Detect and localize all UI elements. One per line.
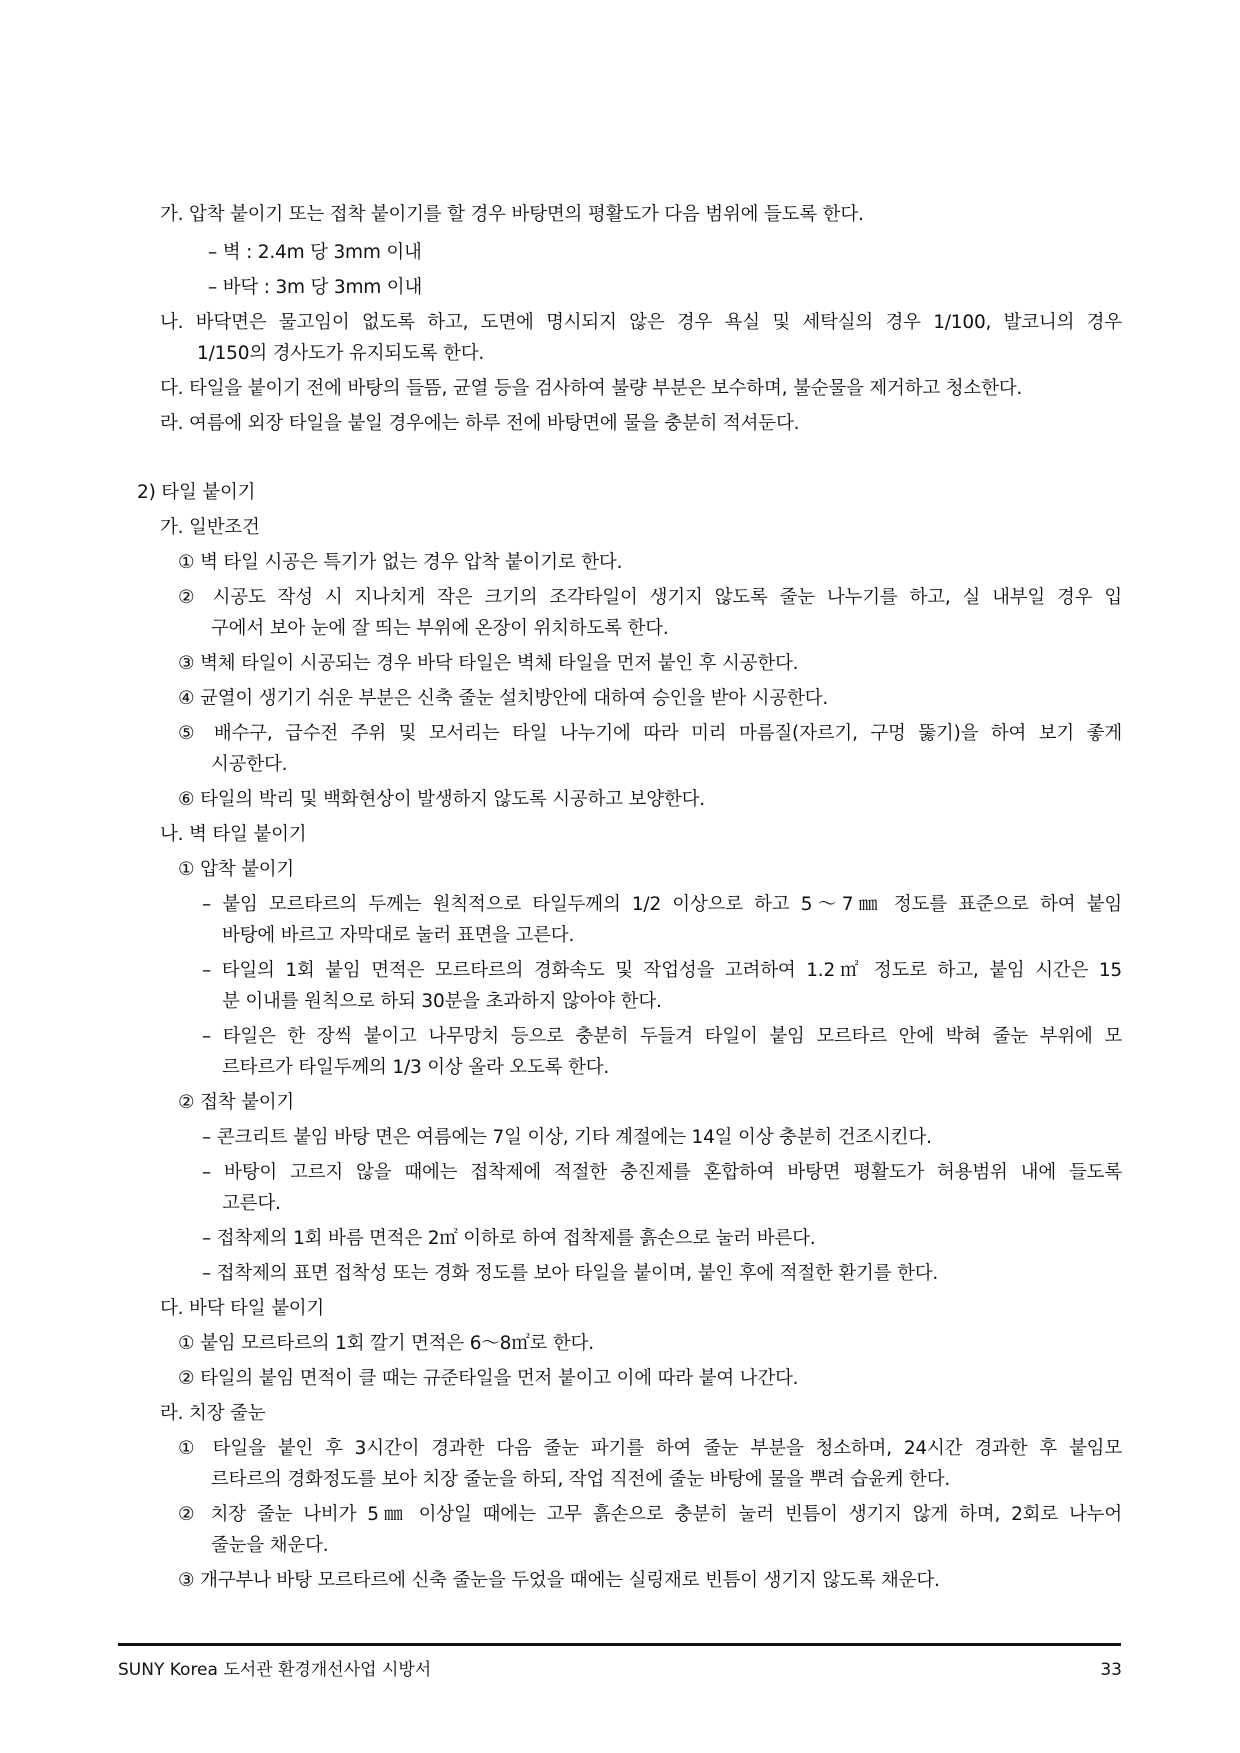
bullet-press-3-line2: 르타르가 타일두께의 1/3 이상 올라 오도록 한다. <box>222 1057 610 1078</box>
subheading-pointing-joint: 라. 치장 줄눈 <box>160 1403 266 1424</box>
paragraph-na-slope-line1: 나. 바닥면은 물고임이 없도록 하고, 도면에 명시되지 않은 경우 욕실 및 세탁실의 경우 1/100, 발코니의 경우 <box>160 312 1122 333</box>
list-item-joint-2-line2: 줄눈을 채운다. <box>211 1535 329 1556</box>
bullet-adhesive-2-line1: – 바탕이 고르지 않을 때에는 접착제에 적절한 충진제를 혼합하여 바탕면 평활도가 허용범위 내에 들도록 <box>202 1162 1122 1183</box>
subheading-floor-tile: 다. 바닥 타일 붙이기 <box>160 1298 325 1319</box>
bullet-press-2-line1: – 타일의 1회 붙임 면적은 모르타르의 경화속도 및 작업성을 고려하여 1.2㎡ 정도로 하고, 붙임 시간은 15 <box>202 960 1122 981</box>
paragraph-na-slope-line2: 1/150의 경사도가 유지되도록 한다. <box>197 343 485 364</box>
footer-page-number: 33 <box>1100 1660 1122 1680</box>
list-item-general-5-line2: 시공한다. <box>211 754 288 775</box>
bullet-adhesive-4: – 접착제의 표면 접착성 또는 경화 정도를 보아 타일을 붙이며, 붙인 후에 적절한 환기를 한다. <box>202 1263 939 1284</box>
bullet-adhesive-3: – 접착제의 1회 바름 면적은 2㎡ 이하로 하여 접착제를 흙손으로 눌러 바른다. <box>202 1228 816 1249</box>
list-item-joint-3: ③ 개구부나 바탕 모르타르에 신축 줄눈을 두었을 때에는 실링재로 빈틈이 생기지 않도록 채운다. <box>178 1570 940 1591</box>
bullet-adhesive-1: – 콘크리트 붙임 바탕 면은 여름에는 7일 이상, 기타 계절에는 14일 이상 충분히 건조시킨다. <box>202 1127 932 1148</box>
paragraph-ra-wetting: 라. 여름에 외장 타일을 붙일 경우에는 하루 전에 바탕면에 물을 충분히 적셔둔다. <box>160 413 800 434</box>
bullet-adhesive-2-line2: 고른다. <box>222 1193 281 1214</box>
paragraph-ga-flatness: 가. 압착 붙이기 또는 접착 붙이기를 할 경우 바탕면의 평활도가 다음 범위에 들도록 한다. <box>160 204 864 225</box>
bullet-press-3-line1: – 타일은 한 장씩 붙이고 나무망치 등으로 충분히 두들겨 타일이 붙임 모르타르 안에 박혀 줄눈 부위에 모 <box>202 1026 1122 1047</box>
list-item-floor-1: ① 붙임 모르타르의 1회 깔기 면적은 6～8㎡로 한다. <box>178 1333 594 1354</box>
list-item-general-2-line1: ② 시공도 작성 시 지나치게 작은 크기의 조각타일이 생기지 않도록 줄눈 나누기를 하고, 실 내부일 경우 입 <box>178 587 1122 608</box>
list-item-general-5-line1: ⑤ 배수구, 급수전 주위 및 모서리는 타일 나누기에 따라 미리 마름질(자르기, 구멍 뚫기)을 하여 보기 좋게 <box>178 723 1122 744</box>
bullet-press-2-line2: 분 이내를 원칙으로 하되 30분을 초과하지 않아야 한다. <box>222 991 662 1012</box>
list-item-floor-2: ② 타일의 붙임 면적이 클 때는 규준타일을 먼저 붙이고 이에 따라 붙여 나간다. <box>178 1368 799 1389</box>
list-item-general-1: ① 벽 타일 시공은 특기가 없는 경우 압착 붙이기로 한다. <box>178 552 623 573</box>
section-heading-tile-laying: 2) 타일 붙이기 <box>137 482 256 503</box>
list-item-joint-1-line1: ① 타일을 붙인 후 3시간이 경과한 다음 줄눈 파기를 하여 줄눈 부분을 청소하며, 24시간 경과한 후 붙임모 <box>178 1438 1122 1459</box>
list-item-general-4: ④ 균열이 생기기 쉬운 부분은 신축 줄눈 설치방안에 대하여 승인을 받아 시공한다. <box>178 688 829 709</box>
list-item-general-3: ③ 벽체 타일이 시공되는 경우 바닥 타일은 벽체 타일을 먼저 붙인 후 시공한다. <box>178 653 799 674</box>
footer-divider <box>118 1643 1121 1646</box>
bullet-floor-tolerance: – 바닥 : 3m 당 3mm 이내 <box>208 277 423 298</box>
list-item-joint-1-line2: 르타르의 경화정도를 보아 치장 줄눈을 하되, 작업 직전에 줄눈 바탕에 물을 뿌려 습윤케 한다. <box>211 1469 951 1490</box>
list-item-general-6: ⑥ 타일의 박리 및 백화현상이 발생하지 않도록 시공하고 보양한다. <box>178 789 705 810</box>
subheading-general-conditions: 가. 일반조건 <box>160 517 260 538</box>
footer-document-title: SUNY Korea 도서관 환경개선사업 시방서 <box>118 1660 432 1680</box>
list-item-joint-2-line1: ② 치장 줄눈 나비가 5㎜ 이상일 때에는 고무 흙손으로 충분히 눌러 빈틈이 생기지 않게 하며, 2회로 나누어 <box>178 1504 1122 1525</box>
bullet-press-1-line1: – 붙임 모르타르의 두께는 원칙적으로 타일두께의 1/2 이상으로 하고 5～7㎜ 정도를 표준으로 하여 붙임 <box>202 894 1122 915</box>
list-item-press-heading: ① 압착 붙이기 <box>178 859 295 880</box>
bullet-wall-tolerance: – 벽 : 2.4m 당 3mm 이내 <box>208 242 422 263</box>
bullet-press-1-line2: 바탕에 바르고 자막대로 눌러 표면을 고른다. <box>222 925 575 946</box>
paragraph-da-inspection: 다. 타일을 붙이기 전에 바탕의 들뜸, 균열 등을 검사하여 불량 부분은 보수하며, 불순물을 제거하고 청소한다. <box>160 378 1023 399</box>
subheading-wall-tile: 나. 벽 타일 붙이기 <box>160 824 307 845</box>
list-item-adhesive-heading: ② 접착 붙이기 <box>178 1092 295 1113</box>
list-item-general-2-line2: 구에서 보아 눈에 잘 띄는 부위에 온장이 위치하도록 한다. <box>211 618 669 639</box>
